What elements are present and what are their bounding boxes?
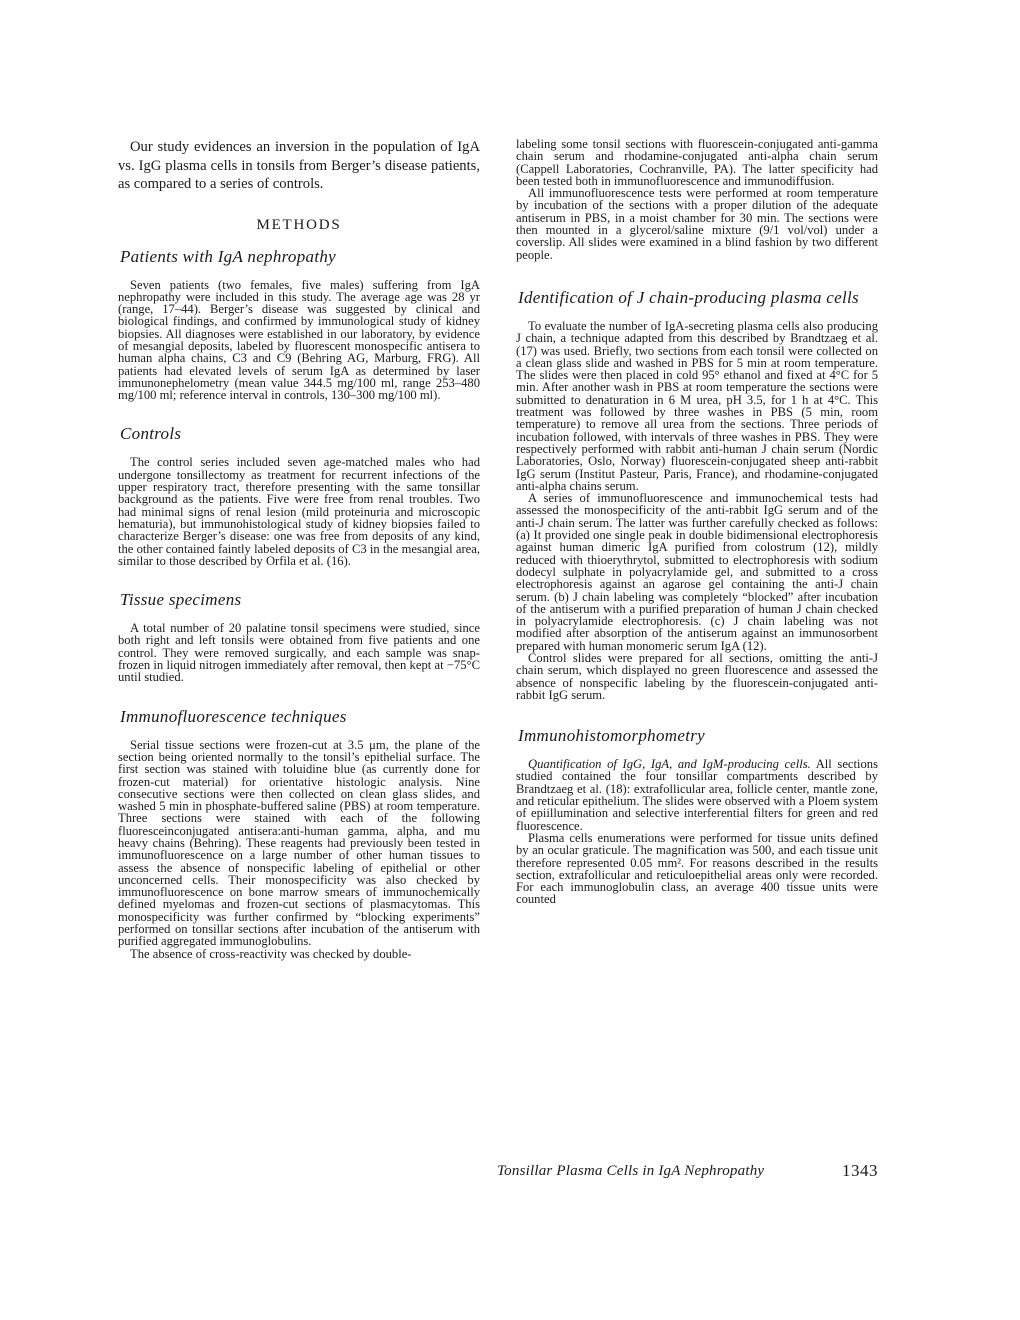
morphometry-heading: Immunohistomorphometry — [518, 726, 705, 746]
patients-heading: Patients with IgA nephropathy — [120, 246, 336, 266]
morphometry-runin: Quantification of IgG, IgA, and IgM-producing cells. — [528, 757, 811, 772]
morphometry-text-1: All sections studied contained the four tonsillar compartments described by Brandtzaeg et al. (18): extrafollicular area, follicle center, mantle zone, and reticular epithelium. The slides were observed with a Ploem system of epiillumination and selective interferential filters for green and red fluorescence. — [516, 757, 878, 833]
page-number: 1343 — [842, 1161, 878, 1180]
immunofluorescence-heading: Immunofluorescence techniques — [120, 706, 347, 726]
tissue-heading: Tissue specimens — [120, 590, 242, 610]
right-column — [516, 138, 878, 906]
immunofluorescence-paragraph-1: Serial tissue sections were frozen-cut at 3.5 μm, the plane of the section being oriented normally to the tonsil’s epithelial surface. The first section was stained with toluidine blue (as currently done for frozen-cut material) for orientative histologic analysis. Nine consecutive sections were then collected on clean glass slides, and washed 5 min in phosphate-buffered saline (PBS) at room temperature. Three sections were stained with each of the following fluoresceinconjugated antisera:anti-human gamma, alpha, and mu heavy chains (Behring). These reagents had previously been tested in immunofluorescence on a large number of other human tissues to assess the absence of nonspecific labeling of epithelial or other unconcerned cells. Their monospecificity was also checked by immunofluorescence on bone marrow smears of immunochemically defined myelomas and frozen-cut sections of plasmacytomas. This monospecificity was further confirmed by “blocking experiments” performed on tonsillar sections after incubation of the antiserum with purified aggregated immunoglobulins. — [118, 737, 480, 949]
tissue-paragraph: A total number of 20 palatine tonsil specimens were studied, since both right and left tonsils were obtained from five patients and one control. They were removed surgically, and each sample was snap-frozen in liquid nitrogen immediately after removal, then kept at −75°C until studied. — [118, 621, 480, 685]
intro-paragraph: Our study evidences an inversion in the population of IgA vs. IgG plasma cells in tonsils from Berger’s disease patients, as compared to a series of controls. — [118, 139, 480, 192]
jchain-paragraph-2: A series of immunofluorescence and immunochemical tests had assessed the monospecificity of the anti-rabbit IgG serum and of the anti-J chain serum. The latter was further carefully checked as follows: (a) It provided one single peak in double bidimensional electrophoresis against human dimeric IgA purified from colostrum (12), mildly reduced with thioerythrytol, submitted to electrophoresis with sodium dodecyl sulphate in polyacrylamide gel, and submitted to a cross electrophoresis against an agarose gel containing the anti-J chain serum. (b) J chain labeling was completely “blocked” after incubation of the antiserum with a purified preparation of human J chain checked in polyacrylamide electrophoresis. (c) J chain labeling was not modified after absorption of the antiserum against an immunosorbent prepared with human monomeric serum IgA (12). — [516, 491, 878, 653]
continuation-paragraph-1: labeling some tonsil sections with fluorescein-conjugated anti-gamma chain serum and rhodamine-conjugated anti-alpha chain serum (Cappell Laboratories, Cochranville, PA). The latter specificity had been tested both in immunofluorescence and immunodiffusion. — [516, 137, 878, 188]
jchain-paragraph-1: To evaluate the number of IgA-secreting plasma cells also producing J chain, a technique adapted from this described by Brandtzaeg et al. (17) was used. Briefly, two sections from each tonsil were collected on a clean glass slide and washed in PBS for 5 min at room temperature. The slides were then placed in cold 95° ethanol and fixed at 4°C for 5 min. After another wash in PBS at room temperature the sections were submitted to denaturation in 6 M urea, pH 3.5, for 1 h at 4°C. This treatment was followed by three washes in PBS (5 min, room temperature) to remove all urea from the sections. Three periods of incubation followed, with intervals of three washes in PBS. They were respectively performed with rabbit anti-human J chain serum (Nordic Laboratories, Oslo, Norway) fluorescein-conjugated sheep anti-rabbit IgG serum (Institut Pasteur, Paris, France), and rhodamine-conjugated anti-alpha chains serum. — [516, 318, 878, 493]
patients-paragraph: Seven patients (two females, five males) suffering from IgA nephropathy were included in this study. The average age was 28 yr (range, 17–44). Berger’s disease was suggested by clinical and biological findings, and confirmed by immunological study of kidney biopsies. All diagnoses were established in our laboratory, by evidence of mesangial deposits, labeled by fluorescent monospecific antisera to human alpha chains, C3 and C9 (Behring AG, Marburg, FRG). All patients had elevated levels of serum IgA as determined by laser immunonephelometry (mean value 344.5 mg/100 ml, range 253–480 mg/100 ml; reference interval in controls, 130–300 mg/100 ml). — [118, 277, 480, 403]
methods-heading: METHODS — [256, 216, 342, 233]
controls-paragraph: The control series included seven age-matched males who had undergone tonsillectomy as treatment for recurrent infections of the upper respiratory tract, therefore presenting with the same tonsillar background as the patients. Five were free from renal troubles. Two had minimal signs of renal lesion (mild proteinuria and microscopic hematuria), but immunohistological study of kidney biopsies failed to characterize Berger’s disease: one was free from deposits of any kind, the other contained faintly labeled deposits of C3 in the mesangial area, similar to those described by Orfila et al. (16). — [118, 455, 480, 568]
running-head: Tonsillar Plasma Cells in IgA Nephropathy — [497, 1163, 765, 1179]
morphometry-paragraph-2: Plasma cells enumerations were performed for tissue units defined by an ocular graticule. The magnification was 500, and each tissue unit therefore represented 0.05 mm². For reasons described in the results section, extrafollicular and reticuloepithelial areas only were recorded. For each immunoglobulin class, an average 400 tissue units were counted — [516, 830, 878, 907]
continuation-paragraph-2: All immunofluorescence tests were performed at room temperature by incubation of the sections with a proper dilution of the adequate antiserum in PBS, in a moist chamber for 30 min. The sections were then mounted in a glycerol/saline mixture (9/1 vol/vol) under a coverslip. All slides were examined in a blind fashion by two different people. — [516, 186, 878, 262]
jchain-heading: Identification of J chain-producing plasma cells — [518, 287, 859, 307]
left-column — [118, 138, 480, 960]
jchain-paragraph-3: Control slides were prepared for all sections, omitting the anti-J chain serum, which displayed no green fluorescence and assessed the absence of nonspecific labeling by the fluorescein-conjugated anti-rabbit IgG serum. — [516, 650, 878, 702]
morphometry-paragraph-1 — [516, 758, 878, 832]
controls-heading: Controls — [120, 424, 182, 444]
immunofluorescence-paragraph-2: The absence of cross-reactivity was checked by double- — [130, 946, 412, 961]
